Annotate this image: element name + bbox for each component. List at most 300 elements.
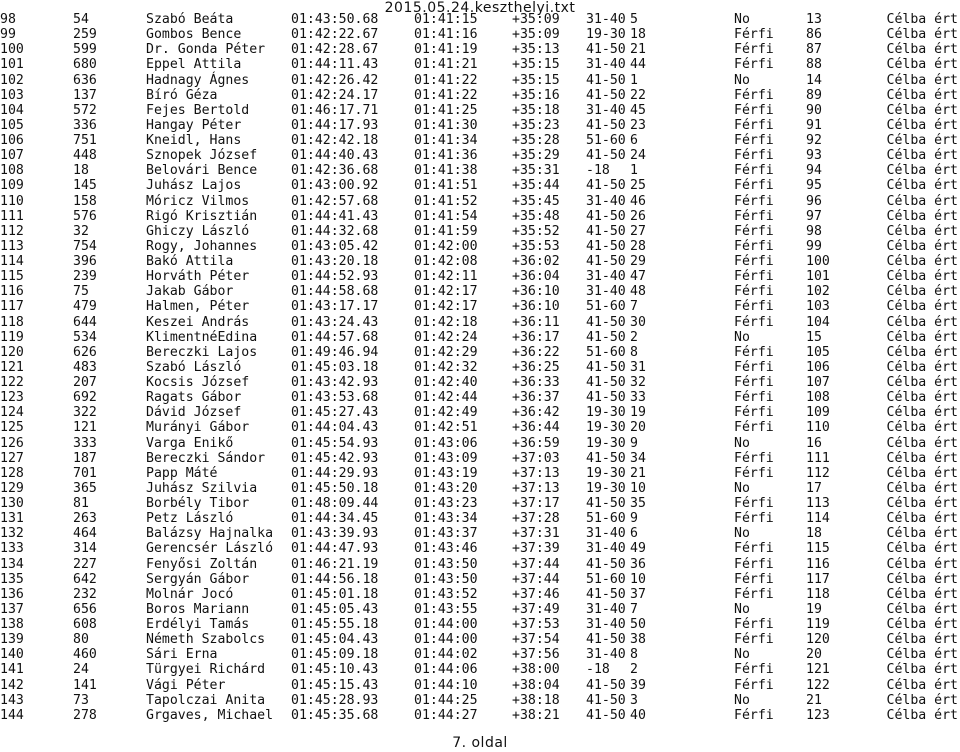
result-row (0, 436, 960, 451)
gun-time-cell: 01:44:34.45 (291, 511, 379, 527)
gun-time-cell: 01:45:05.43 (291, 601, 379, 617)
gender-rank-cell: 104 (806, 314, 830, 330)
bib-cell: 145 (73, 178, 97, 194)
group-rank-cell: 8 (630, 647, 638, 663)
name-cell: Borbély Tibor (146, 496, 250, 511)
gender-cell: No (734, 72, 750, 88)
bib-cell: 232 (73, 586, 97, 602)
bib-cell: 75 (73, 284, 89, 300)
group-rank-cell: 48 (630, 284, 646, 300)
gun-time-cell: 01:42:42.18 (291, 133, 379, 148)
gender-cell: Férfi (734, 193, 774, 209)
bib-cell: 259 (73, 27, 97, 43)
place-cell: 116 (0, 284, 24, 300)
status-cell: Célba ért (886, 57, 958, 73)
place-cell: 98 (0, 12, 16, 27)
page-number: 7. oldal (452, 735, 508, 751)
status-cell: Célba ért (886, 284, 958, 300)
gun-time-cell: 01:44:29.93 (291, 465, 379, 481)
result-row (0, 662, 960, 677)
group-rank-cell: 37 (630, 586, 646, 602)
gender-cell: Férfi (734, 223, 774, 239)
name-cell: Türgyei Richárd (146, 662, 266, 678)
bib-cell: 599 (73, 42, 97, 58)
group-rank-cell: 5 (630, 12, 638, 27)
status-cell: Célba ért (886, 420, 958, 436)
gun-time-cell: 01:42:24.17 (291, 87, 379, 103)
gender-rank-cell: 101 (806, 269, 830, 285)
name-cell: Belovári Bence (146, 163, 258, 179)
status-cell: Célba ért (886, 465, 958, 481)
group-rank-cell: 38 (630, 632, 646, 648)
age-group-cell: 51-60 (586, 133, 626, 148)
group-rank-cell: 47 (630, 269, 646, 285)
result-row (0, 178, 960, 193)
place-cell: 102 (0, 72, 24, 88)
net-time-cell: 01:42:18 (414, 314, 478, 330)
bib-cell: 158 (73, 193, 97, 209)
gap-cell: +36:42 (512, 405, 560, 421)
name-cell: Eppel Attila (146, 57, 242, 73)
gender-rank-cell: 15 (806, 329, 822, 345)
group-rank-cell: 10 (630, 571, 646, 587)
gender-cell: Férfi (734, 284, 774, 300)
gender-cell: Férfi (734, 511, 774, 527)
gender-cell: Férfi (734, 617, 774, 632)
status-cell: Célba ért (886, 12, 958, 27)
gap-cell: +36:10 (512, 284, 560, 300)
gun-time-cell: 01:43:42.93 (291, 375, 379, 390)
net-time-cell: 01:43:34 (414, 511, 478, 527)
gender-rank-cell: 94 (806, 163, 822, 179)
gender-cell: No (734, 692, 750, 708)
net-time-cell: 01:41:59 (414, 223, 478, 239)
place-cell: 121 (0, 359, 24, 375)
status-cell: Célba ért (886, 496, 958, 511)
name-cell: Vági Péter (146, 677, 226, 693)
status-cell: Célba ért (886, 27, 958, 43)
gender-cell: Férfi (734, 632, 774, 648)
name-cell: Kocsis József (146, 375, 250, 390)
name-cell: Bíró Géza (146, 87, 218, 103)
place-cell: 135 (0, 571, 24, 587)
result-row (0, 405, 960, 420)
result-row (0, 360, 960, 375)
status-cell: Célba ért (886, 541, 958, 557)
age-group-cell: 41-50 (586, 632, 626, 648)
age-group-cell: 51-60 (586, 344, 626, 360)
place-cell: 142 (0, 677, 24, 693)
bib-cell: 626 (73, 344, 97, 360)
name-cell: Sergyán Gábor (146, 571, 250, 587)
net-time-cell: 01:41:22 (414, 72, 478, 88)
result-row (0, 27, 960, 42)
bib-cell: 644 (73, 314, 97, 330)
gender-cell: Férfi (734, 163, 774, 179)
age-group-cell: 31-40 (586, 526, 626, 542)
age-group-cell: 51-60 (586, 511, 626, 527)
net-time-cell: 01:42:00 (414, 238, 478, 254)
gap-cell: +37:13 (512, 480, 560, 496)
place-cell: 140 (0, 647, 24, 663)
status-cell: Célba ért (886, 208, 958, 224)
gender-cell: Férfi (734, 556, 774, 572)
status-cell: Célba ért (886, 601, 958, 617)
gender-cell: Férfi (734, 541, 774, 557)
place-cell: 134 (0, 556, 24, 572)
gap-cell: +35:53 (512, 238, 560, 254)
place-cell: 117 (0, 299, 24, 315)
age-group-cell: 19-30 (586, 420, 626, 436)
net-time-cell: 01:42:08 (414, 254, 478, 269)
age-group-cell: 19-30 (586, 405, 626, 421)
gender-cell: Férfi (734, 57, 774, 73)
group-rank-cell: 28 (630, 238, 646, 254)
gap-cell: +36:10 (512, 299, 560, 315)
gap-cell: +35:13 (512, 42, 560, 58)
net-time-cell: 01:42:49 (414, 405, 478, 421)
age-group-cell: 41-50 (586, 238, 626, 254)
gender-rank-cell: 20 (806, 647, 822, 663)
gap-cell: +37:31 (512, 526, 560, 542)
gender-cell: Férfi (734, 586, 774, 602)
gun-time-cell: 01:44:52.93 (291, 269, 379, 285)
gap-cell: +35:28 (512, 133, 560, 148)
gender-rank-cell: 107 (806, 375, 830, 390)
group-rank-cell: 22 (630, 87, 646, 103)
gender-rank-cell: 93 (806, 148, 822, 164)
place-cell: 107 (0, 148, 24, 164)
gap-cell: +38:18 (512, 692, 560, 708)
gun-time-cell: 01:46:17.71 (291, 102, 379, 118)
group-rank-cell: 21 (630, 465, 646, 481)
name-cell: Grgaves, Michael (146, 707, 274, 723)
gun-time-cell: 01:45:01.18 (291, 586, 379, 602)
age-group-cell: 31-40 (586, 617, 626, 632)
result-row (0, 678, 960, 693)
age-group-cell: 41-50 (586, 117, 626, 133)
net-time-cell: 01:44:00 (414, 617, 478, 632)
name-cell: Szabó Beáta (146, 12, 234, 27)
age-group-cell: 41-50 (586, 178, 626, 194)
net-time-cell: 01:41:25 (414, 102, 478, 118)
gender-rank-cell: 113 (806, 496, 830, 511)
status-cell: Célba ért (886, 632, 958, 648)
gap-cell: +37:17 (512, 496, 560, 511)
result-row (0, 269, 960, 284)
gun-time-cell: 01:42:36.68 (291, 163, 379, 179)
status-cell: Célba ért (886, 359, 958, 375)
status-cell: Célba ért (886, 344, 958, 360)
result-row (0, 224, 960, 239)
gender-cell: Férfi (734, 102, 774, 118)
result-row (0, 345, 960, 360)
gun-time-cell: 01:44:40.43 (291, 148, 379, 164)
gun-time-cell: 01:45:28.93 (291, 692, 379, 708)
result-row (0, 209, 960, 224)
group-rank-cell: 2 (630, 662, 638, 678)
group-rank-cell: 1 (630, 72, 638, 88)
gender-cell: Férfi (734, 133, 774, 148)
age-group-cell: 31-40 (586, 193, 626, 209)
age-group-cell: 31-40 (586, 269, 626, 285)
gender-cell: Férfi (734, 117, 774, 133)
bib-cell: 642 (73, 571, 97, 587)
age-group-cell: 41-50 (586, 375, 626, 390)
status-cell: Célba ért (886, 617, 958, 632)
name-cell: Papp Máté (146, 465, 218, 481)
gap-cell: +36:44 (512, 420, 560, 436)
gun-time-cell: 01:44:32.68 (291, 223, 379, 239)
status-cell: Célba ért (886, 390, 958, 406)
result-row (0, 587, 960, 602)
bib-cell: 54 (73, 12, 89, 27)
result-row (0, 526, 960, 541)
bib-cell: 751 (73, 133, 97, 148)
gender-rank-cell: 116 (806, 556, 830, 572)
gender-cell: No (734, 647, 750, 663)
name-cell: Gerencsér László (146, 541, 274, 557)
gun-time-cell: 01:45:35.68 (291, 707, 379, 723)
net-time-cell: 01:43:50 (414, 571, 478, 587)
gap-cell: +37:49 (512, 601, 560, 617)
result-row (0, 617, 960, 632)
status-cell: Célba ért (886, 707, 958, 723)
bib-cell: 483 (73, 359, 97, 375)
status-cell: Célba ért (886, 329, 958, 345)
gender-rank-cell: 117 (806, 571, 830, 587)
status-cell: Célba ért (886, 692, 958, 708)
place-cell: 111 (0, 208, 24, 224)
name-cell: Halmen, Péter (146, 299, 250, 315)
place-cell: 137 (0, 601, 24, 617)
gap-cell: +37:46 (512, 586, 560, 602)
group-rank-cell: 36 (630, 556, 646, 572)
gender-rank-cell: 100 (806, 254, 830, 269)
net-time-cell: 01:41:38 (414, 163, 478, 179)
bib-cell: 278 (73, 707, 97, 723)
status-cell: Célba ért (886, 117, 958, 133)
net-time-cell: 01:41:51 (414, 178, 478, 194)
group-rank-cell: 45 (630, 102, 646, 118)
net-time-cell: 01:42:44 (414, 390, 478, 406)
group-rank-cell: 2 (630, 329, 638, 345)
age-group-cell: 41-50 (586, 208, 626, 224)
status-cell: Célba ért (886, 405, 958, 421)
net-time-cell: 01:42:51 (414, 420, 478, 436)
name-cell: Jakab Gábor (146, 284, 234, 300)
group-rank-cell: 7 (630, 601, 638, 617)
place-cell: 103 (0, 87, 24, 103)
group-rank-cell: 19 (630, 405, 646, 421)
age-group-cell: 31-40 (586, 102, 626, 118)
status-cell: Célba ért (886, 677, 958, 693)
place-cell: 136 (0, 586, 24, 602)
result-row (0, 466, 960, 481)
age-group-cell: 41-50 (586, 87, 626, 103)
bib-cell: 365 (73, 480, 97, 496)
name-cell: Tapolczai Anita (146, 692, 266, 708)
net-time-cell: 01:41:36 (414, 148, 478, 164)
gender-rank-cell: 115 (806, 541, 830, 557)
net-time-cell: 01:42:11 (414, 269, 478, 285)
status-cell: Célba ért (886, 662, 958, 678)
gun-time-cell: 01:46:21.19 (291, 556, 379, 572)
gap-cell: +36:22 (512, 344, 560, 360)
result-row (0, 481, 960, 496)
age-group-cell: 41-50 (586, 556, 626, 572)
gap-cell: +37:44 (512, 571, 560, 587)
name-cell: Boros Mariann (146, 601, 250, 617)
bib-cell: 322 (73, 405, 97, 421)
age-group-cell: 31-40 (586, 284, 626, 300)
name-cell: Bakó Attila (146, 254, 234, 269)
net-time-cell: 01:43:20 (414, 480, 478, 496)
gender-cell: Férfi (734, 496, 774, 511)
status-cell: Célba ért (886, 238, 958, 254)
group-rank-cell: 29 (630, 254, 646, 269)
gender-cell: Férfi (734, 375, 774, 390)
gender-cell: Férfi (734, 707, 774, 723)
place-cell: 138 (0, 617, 24, 632)
gender-cell: Férfi (734, 208, 774, 224)
place-cell: 139 (0, 632, 24, 648)
gun-time-cell: 01:44:11.43 (291, 57, 379, 73)
result-row (0, 693, 960, 708)
bib-cell: 137 (73, 87, 97, 103)
bib-cell: 239 (73, 269, 97, 285)
age-group-cell: 41-50 (586, 329, 626, 345)
place-cell: 132 (0, 526, 24, 542)
bib-cell: 636 (73, 72, 97, 88)
net-time-cell: 01:41:19 (414, 42, 478, 58)
gap-cell: +36:11 (512, 314, 560, 330)
gender-rank-cell: 17 (806, 480, 822, 496)
place-cell: 143 (0, 692, 24, 708)
gender-cell: Férfi (734, 314, 774, 330)
age-group-cell: 41-50 (586, 359, 626, 375)
name-cell: Hangay Péter (146, 117, 242, 133)
net-time-cell: 01:43:50 (414, 556, 478, 572)
group-rank-cell: 50 (630, 617, 646, 632)
gap-cell: +38:00 (512, 662, 560, 678)
gap-cell: +36:02 (512, 254, 560, 269)
gender-rank-cell: 19 (806, 601, 822, 617)
gap-cell: +37:39 (512, 541, 560, 557)
gender-cell: Férfi (734, 390, 774, 406)
gap-cell: +36:37 (512, 390, 560, 406)
gun-time-cell: 01:42:57.68 (291, 193, 379, 209)
name-cell: Rogy, Johannes (146, 238, 258, 254)
name-cell: Ragats Gábor (146, 390, 242, 406)
status-cell: Célba ért (886, 254, 958, 269)
gun-time-cell: 01:43:50.68 (291, 12, 379, 27)
gun-time-cell: 01:44:17.93 (291, 117, 379, 133)
gap-cell: +35:09 (512, 12, 560, 27)
net-time-cell: 01:41:21 (414, 57, 478, 73)
place-cell: 120 (0, 344, 24, 360)
place-cell: 109 (0, 178, 24, 194)
net-time-cell: 01:43:09 (414, 450, 478, 466)
age-group-cell: 41-50 (586, 496, 626, 511)
gender-rank-cell: 89 (806, 87, 822, 103)
bib-cell: 534 (73, 329, 97, 345)
gun-time-cell: 01:43:20.18 (291, 254, 379, 269)
gun-time-cell: 01:45:42.93 (291, 450, 379, 466)
age-group-cell: 51-60 (586, 299, 626, 315)
result-row (0, 632, 960, 647)
name-cell: Dávid József (146, 405, 242, 421)
bib-cell: 207 (73, 375, 97, 390)
group-rank-cell: 35 (630, 496, 646, 511)
name-cell: Sznopek József (146, 148, 258, 164)
result-row (0, 163, 960, 178)
net-time-cell: 01:44:10 (414, 677, 478, 693)
gun-time-cell: 01:43:53.68 (291, 390, 379, 406)
name-cell: Bereczki Lajos (146, 344, 258, 360)
gender-cell: No (734, 526, 750, 542)
place-cell: 99 (0, 27, 16, 43)
name-cell: Szabó László (146, 359, 242, 375)
result-row (0, 148, 960, 163)
status-cell: Célba ért (886, 87, 958, 103)
gap-cell: +35:23 (512, 117, 560, 133)
net-time-cell: 01:44:02 (414, 647, 478, 663)
gun-time-cell: 01:45:54.93 (291, 435, 379, 451)
place-cell: 133 (0, 541, 24, 557)
status-cell: Célba ért (886, 586, 958, 602)
gender-cell: Férfi (734, 269, 774, 285)
place-cell: 118 (0, 314, 24, 330)
bib-cell: 680 (73, 57, 97, 73)
gap-cell: +35:52 (512, 223, 560, 239)
gender-cell: Férfi (734, 178, 774, 194)
gender-cell: Férfi (734, 450, 774, 466)
gender-rank-cell: 111 (806, 450, 830, 466)
gender-rank-cell: 98 (806, 223, 822, 239)
age-group-cell: -18 (586, 163, 610, 179)
gap-cell: +35:18 (512, 102, 560, 118)
gun-time-cell: 01:44:04.43 (291, 420, 379, 436)
bib-cell: 333 (73, 435, 97, 451)
gap-cell: +37:03 (512, 450, 560, 466)
gap-cell: +36:04 (512, 269, 560, 285)
bib-cell: 572 (73, 102, 97, 118)
gap-cell: +35:44 (512, 178, 560, 194)
net-time-cell: 01:41:54 (414, 208, 478, 224)
bib-cell: 141 (73, 677, 97, 693)
gun-time-cell: 01:48:09.44 (291, 496, 379, 511)
place-cell: 125 (0, 420, 24, 436)
gender-cell: No (734, 601, 750, 617)
name-cell: Gombos Bence (146, 27, 242, 43)
status-cell: Célba ért (886, 102, 958, 118)
net-time-cell: 01:42:17 (414, 299, 478, 315)
name-cell: Ghiczy László (146, 223, 250, 239)
gap-cell: +35:09 (512, 27, 560, 43)
place-cell: 115 (0, 269, 24, 285)
place-cell: 127 (0, 450, 24, 466)
group-rank-cell: 7 (630, 299, 638, 315)
place-cell: 123 (0, 390, 24, 406)
result-row (0, 390, 960, 405)
result-row (0, 572, 960, 587)
name-cell: Dr. Gonda Péter (146, 42, 266, 58)
status-cell: Célba ért (886, 314, 958, 330)
gender-rank-cell: 95 (806, 178, 822, 194)
result-row (0, 511, 960, 526)
net-time-cell: 01:43:23 (414, 496, 478, 511)
